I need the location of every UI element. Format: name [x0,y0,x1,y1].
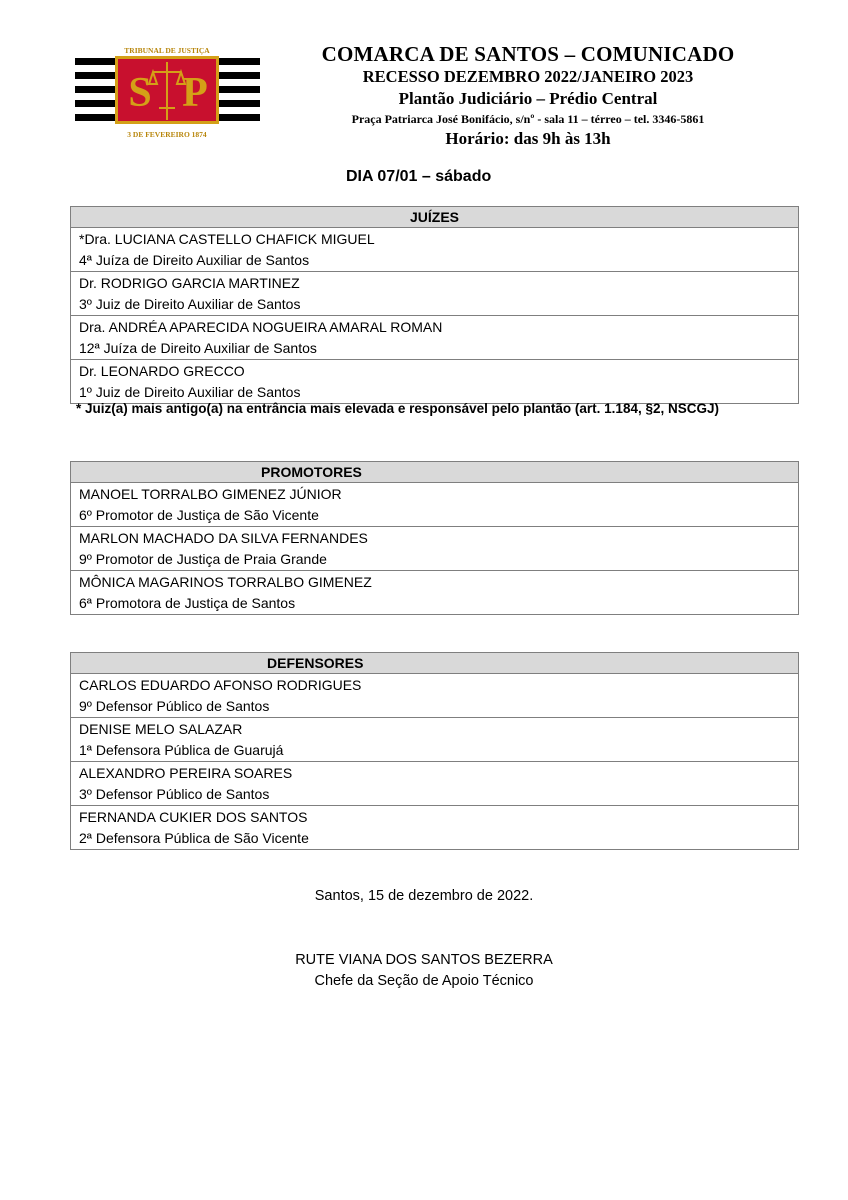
prosecutor-role: 6ª Promotora de Justiça de Santos [79,594,296,611]
signer-name: RUTE VIANA DOS SANTOS BEZERRA [295,952,553,968]
logo-letter-p: P [182,70,208,116]
judges-footnote: * Juiz(a) mais antigo(a) na entrância mais elevada e responsável pelo plantão (art. 1.184, §2, NSCGJ) [76,401,719,416]
prosecutor-role: 6º Promotor de Justiça de São Vicente [79,506,319,523]
judge-name: Dr. RODRIGO GARCIA MARTINEZ [79,275,300,291]
defender-name: DENISE MELO SALAZAR [79,721,243,737]
prosecutor-name: MÔNICA MAGARINOS TORRALBO GIMENEZ [79,574,372,590]
header-location: Plantão Judiciário – Prédio Central [398,89,658,108]
table-row [71,527,799,571]
defender-role: 9º Defensor Público de Santos [79,697,270,714]
table-row [71,674,799,718]
logo-top-text: TRIBUNAL DE JUSTIÇA [124,46,210,55]
table-row [71,272,799,316]
defender-name: CARLOS EDUARDO AFONSO RODRIGUES [79,677,362,693]
table-row [71,762,799,806]
judge-name: Dra. ANDRÉA APARECIDA NOGUEIRA AMARAL ROMAN [79,319,443,335]
judge-name: *Dra. LUCIANA CASTELLO CHAFICK MIGUEL [79,231,375,247]
judge-role: 1º Juiz de Direito Auxiliar de Santos [79,383,301,400]
judge-role: 3º Juiz de Direito Auxiliar de Santos [79,295,301,312]
document-header [298,42,758,150]
defenders-table [70,652,799,850]
signer-title: Chefe da Seção de Apoio Técnico [314,973,534,989]
table-row [71,316,799,360]
prosecutor-name: MARLON MACHADO DA SILVA FERNANDES [79,530,368,546]
judge-role: 12ª Juíza de Direito Auxiliar de Santos [79,339,317,356]
table-row [71,571,799,615]
prosecutors-table [70,461,799,615]
header-subtitle: RECESSO DEZEMBRO 2022/JANEIRO 2023 [362,67,694,86]
table-row [71,806,799,850]
judges-header: JUÍZES [71,207,799,228]
logo-letter-s: S [128,70,152,116]
document-date: Santos, 15 de dezembro de 2022. [314,888,534,904]
judge-name: Dr. LEONARDO GRECCO [79,363,245,379]
tjsp-logo [75,44,260,140]
defender-role: 1ª Defensora Pública de Guarujá [79,741,284,758]
defender-name: FERNANDA CUKIER DOS SANTOS [79,809,308,825]
header-address: Praça Patriarca José Bonifácio, s/nº - sala 11 – térreo – tel. 3346-5861 [351,112,705,126]
day-heading: DIA 07/01 – sábado [346,168,492,185]
judge-role: 4ª Juíza de Direito Auxiliar de Santos [79,251,310,268]
defender-role: 3º Defensor Público de Santos [79,785,270,802]
defender-name: ALEXANDRO PEREIRA SOARES [79,765,293,781]
defender-role: 2ª Defensora Pública de São Vicente [79,829,309,846]
table-row [71,718,799,762]
header-hours: Horário: das 9h às 13h [445,129,611,148]
header-title: COMARCA DE SANTOS – COMUNICADO [321,42,735,66]
defenders-header: DEFENSORES [71,653,799,674]
judges-table [70,206,799,404]
logo-bottom-text: 3 DE FEVEREIRO 1874 [127,130,207,139]
table-row [71,360,799,404]
table-row [71,483,799,527]
prosecutors-header: PROMOTORES [71,462,799,483]
prosecutor-name: MANOEL TORRALBO GIMENEZ JÚNIOR [79,486,342,502]
prosecutor-role: 9º Promotor de Justiça de Praia Grande [79,550,327,567]
table-row [71,228,799,272]
